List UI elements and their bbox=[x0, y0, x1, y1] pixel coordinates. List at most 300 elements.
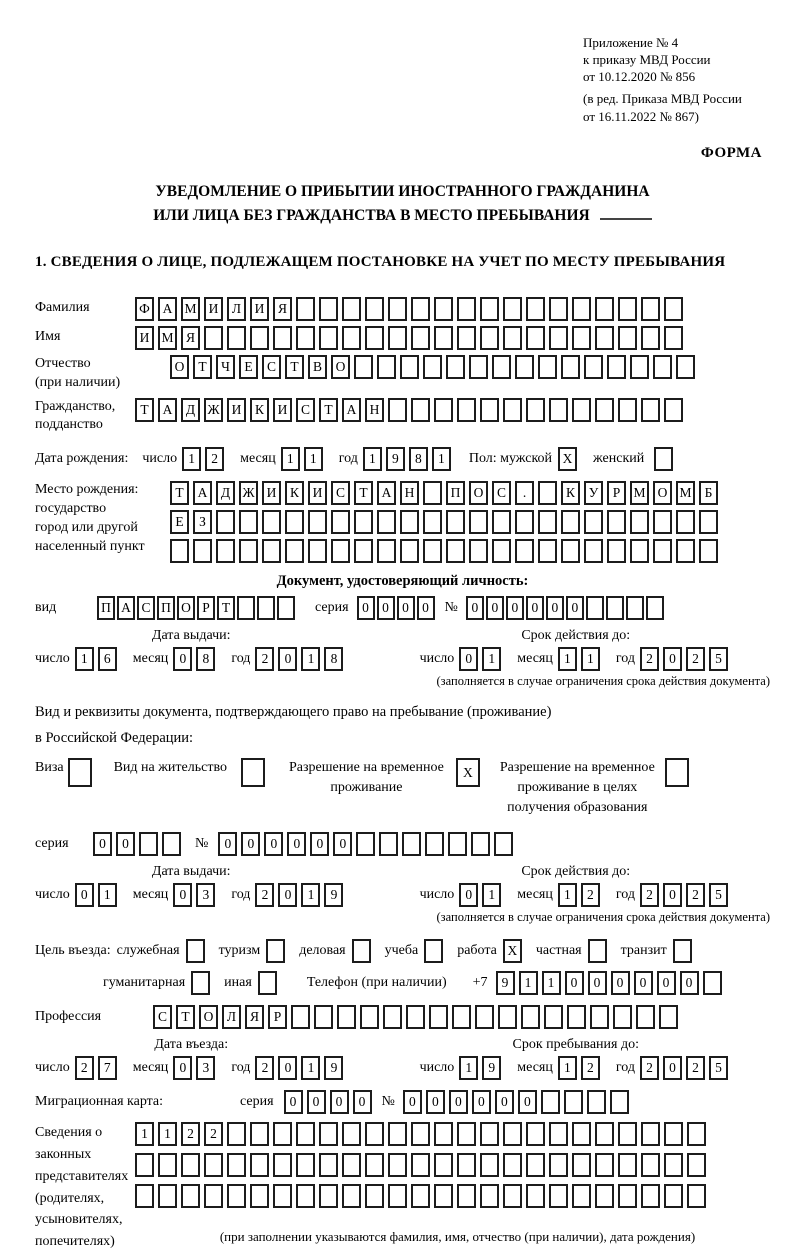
char-box: 0 bbox=[472, 1090, 491, 1114]
char-box: 1 bbox=[459, 1056, 478, 1080]
char-box bbox=[434, 1153, 453, 1177]
char-box: 0 bbox=[310, 832, 329, 856]
char-box bbox=[354, 355, 373, 379]
purpose-official bbox=[117, 939, 209, 963]
char-box[interactable]: 0 bbox=[680, 971, 699, 995]
doc-issue-heading: Дата выдачи: bbox=[151, 628, 231, 644]
char-box[interactable] bbox=[68, 758, 92, 787]
char-box[interactable] bbox=[191, 971, 210, 995]
option-temp-residence bbox=[289, 758, 480, 799]
char-box: М bbox=[181, 297, 200, 321]
entry-month-cells bbox=[173, 1056, 219, 1080]
char-box: А bbox=[377, 481, 396, 505]
char-box bbox=[653, 355, 672, 379]
char-box bbox=[204, 1153, 223, 1177]
char-box bbox=[135, 1153, 154, 1177]
doc-issue-month-cells bbox=[173, 647, 219, 671]
char-box[interactable] bbox=[258, 971, 277, 995]
char-box: 0 bbox=[287, 832, 306, 856]
migration-card-label: Миграционная карта: bbox=[35, 1094, 164, 1109]
char-box: М bbox=[158, 326, 177, 350]
char-box[interactable] bbox=[241, 758, 265, 787]
sex-female-checkbox[interactable] bbox=[654, 447, 677, 471]
char-box bbox=[388, 398, 407, 422]
char-box: 0 bbox=[307, 1090, 326, 1114]
doc-valid-month-cells bbox=[558, 647, 604, 671]
char-box bbox=[646, 596, 664, 620]
char-box bbox=[561, 539, 580, 563]
char-box: А bbox=[158, 398, 177, 422]
identity-doc-heading: Документ, удостоверяющий личность: bbox=[276, 573, 529, 590]
char-box: 0 bbox=[526, 596, 544, 620]
char-box bbox=[549, 1122, 568, 1146]
char-box bbox=[503, 1122, 522, 1146]
char-box bbox=[457, 398, 476, 422]
purpose-work bbox=[457, 939, 526, 963]
sex-female-label: женский bbox=[593, 450, 645, 466]
phone-label: Телефон (при наличии) bbox=[306, 975, 447, 991]
char-box: Д bbox=[216, 481, 235, 505]
surname-row bbox=[35, 297, 770, 321]
char-box[interactable] bbox=[654, 447, 673, 471]
char-box[interactable] bbox=[588, 939, 607, 963]
char-box: Д bbox=[181, 398, 200, 422]
char-box bbox=[365, 1184, 384, 1208]
char-box: О bbox=[170, 355, 189, 379]
char-box[interactable]: 0 bbox=[657, 971, 676, 995]
char-box bbox=[434, 326, 453, 350]
char-box: 3 bbox=[196, 1056, 215, 1080]
title-blank-line bbox=[600, 218, 652, 220]
char-box bbox=[618, 297, 637, 321]
identity-doc-dates bbox=[35, 628, 770, 671]
char-box bbox=[365, 326, 384, 350]
patronymic-row bbox=[35, 355, 770, 393]
char-box[interactable] bbox=[352, 939, 371, 963]
char-box: Е bbox=[239, 355, 258, 379]
purpose-humanitarian-checkbox[interactable] bbox=[191, 971, 214, 995]
representatives-rows bbox=[135, 1122, 710, 1215]
char-box bbox=[564, 1090, 583, 1114]
char-box bbox=[538, 355, 557, 379]
section1-heading: 1. СВЕДЕНИЯ О ЛИЦЕ, ПОДЛЕЖАЩЕМ ПОСТАНОВКЕ НА УЧЕТ ПО МЕСТУ ПРЕБЫВАНИЯ bbox=[35, 253, 726, 270]
char-box bbox=[480, 297, 499, 321]
char-box bbox=[400, 355, 419, 379]
char-box bbox=[448, 832, 467, 856]
char-box: С bbox=[137, 596, 155, 620]
char-box bbox=[377, 355, 396, 379]
char-box bbox=[572, 1184, 591, 1208]
char-box: 1 bbox=[135, 1122, 154, 1146]
char-box bbox=[434, 297, 453, 321]
char-box: Л bbox=[227, 297, 246, 321]
char-box bbox=[630, 539, 649, 563]
char-box: 0 bbox=[506, 596, 524, 620]
char-box bbox=[250, 1153, 269, 1177]
char-box: 2 bbox=[255, 647, 274, 671]
stay-month-cells bbox=[558, 1056, 604, 1080]
char-box[interactable] bbox=[266, 939, 285, 963]
doc-valid-heading: Срок действия до: bbox=[521, 628, 631, 644]
char-box[interactable]: X bbox=[456, 758, 480, 787]
purpose-study-label: учеба bbox=[384, 943, 419, 959]
char-box: О bbox=[199, 1005, 218, 1029]
year-label: год bbox=[231, 1060, 251, 1076]
char-box: 2 bbox=[75, 1056, 94, 1080]
title-line1: УВЕДОМЛЕНИЕ О ПРИБЫТИИ ИНОСТРАННОГО ГРАЖДАНИНА bbox=[155, 182, 650, 200]
char-box bbox=[641, 398, 660, 422]
char-box: 0 bbox=[486, 596, 504, 620]
char-box[interactable]: 1 bbox=[519, 971, 538, 995]
purpose-transit bbox=[621, 939, 696, 963]
option-edu-residence bbox=[500, 758, 689, 819]
char-box bbox=[319, 326, 338, 350]
char-box bbox=[664, 1184, 683, 1208]
doc-valid-note: (заполняется в случае ограничения срока действия документа) bbox=[436, 674, 770, 689]
char-box bbox=[291, 1005, 310, 1029]
char-box: 0 bbox=[333, 832, 352, 856]
birth-place-row1-cells bbox=[170, 481, 722, 505]
day-label: число bbox=[419, 1060, 455, 1076]
char-box: 0 bbox=[278, 883, 297, 907]
char-box bbox=[503, 297, 522, 321]
char-box bbox=[285, 510, 304, 534]
char-box bbox=[193, 539, 212, 563]
char-box[interactable]: 9 bbox=[496, 971, 515, 995]
char-box bbox=[538, 510, 557, 534]
char-box bbox=[319, 1122, 338, 1146]
char-box bbox=[434, 1184, 453, 1208]
char-box bbox=[595, 398, 614, 422]
char-box: Н bbox=[365, 398, 384, 422]
patronymic-label: Отчество (при наличии) bbox=[35, 355, 121, 390]
surname-cells bbox=[135, 297, 687, 321]
year-label: год bbox=[231, 651, 251, 667]
char-box bbox=[273, 1184, 292, 1208]
char-box bbox=[457, 1184, 476, 1208]
char-box bbox=[337, 1005, 356, 1029]
entry-date-heading: Дата въезда: bbox=[154, 1037, 229, 1053]
char-box: 0 bbox=[353, 1090, 372, 1114]
char-box: З bbox=[193, 510, 212, 534]
char-box bbox=[549, 297, 568, 321]
birth-date-group bbox=[142, 447, 454, 471]
residence-issue-col bbox=[35, 864, 347, 907]
profession-label: Профессия bbox=[35, 1009, 102, 1024]
stay-until-group bbox=[420, 1056, 732, 1080]
stay-until-heading: Срок пребывания до: bbox=[512, 1037, 639, 1053]
migration-card-row bbox=[35, 1090, 770, 1114]
doc-issue-col bbox=[35, 628, 347, 671]
char-box[interactable] bbox=[703, 971, 722, 995]
char-box[interactable]: 0 bbox=[611, 971, 630, 995]
char-box bbox=[503, 326, 522, 350]
birth-date-row bbox=[35, 447, 770, 471]
char-box bbox=[423, 355, 442, 379]
year-label: год bbox=[338, 451, 358, 467]
char-box: 0 bbox=[466, 596, 484, 620]
sex-male-checkbox[interactable] bbox=[558, 447, 581, 471]
char-box: 0 bbox=[403, 1090, 422, 1114]
option-visa bbox=[35, 758, 92, 787]
char-box: Л bbox=[222, 1005, 241, 1029]
char-box bbox=[425, 832, 444, 856]
char-box: 1 bbox=[301, 647, 320, 671]
birth-place-row bbox=[35, 481, 770, 563]
doc-valid-col bbox=[420, 628, 732, 671]
char-box: Ч bbox=[216, 355, 235, 379]
char-box bbox=[471, 832, 490, 856]
char-box[interactable]: 0 bbox=[634, 971, 653, 995]
temp-residence-label: Разрешение на временное проживание bbox=[288, 759, 444, 795]
char-box: О bbox=[331, 355, 350, 379]
char-box bbox=[521, 1005, 540, 1029]
purpose-official-checkbox[interactable] bbox=[186, 939, 209, 963]
char-box bbox=[687, 1153, 706, 1177]
amendment-lines: (в ред. Приказа МВД России от 16.11.2022 № 867) bbox=[583, 91, 742, 124]
char-box bbox=[457, 326, 476, 350]
char-box: . bbox=[515, 481, 534, 505]
purpose-work-checkbox[interactable] bbox=[503, 939, 526, 963]
char-box bbox=[354, 510, 373, 534]
char-box: С bbox=[331, 481, 350, 505]
char-box bbox=[365, 297, 384, 321]
char-box bbox=[262, 539, 281, 563]
char-box bbox=[457, 1153, 476, 1177]
phone-cells[interactable] bbox=[496, 971, 726, 995]
char-box[interactable] bbox=[673, 939, 692, 963]
purpose-business-checkbox[interactable] bbox=[352, 939, 375, 963]
char-box bbox=[162, 832, 181, 856]
char-box bbox=[388, 1184, 407, 1208]
char-box bbox=[227, 326, 246, 350]
char-box: 5 bbox=[709, 647, 728, 671]
char-box: О bbox=[469, 481, 488, 505]
entry-day-cells bbox=[75, 1056, 121, 1080]
stay-year-cells bbox=[640, 1056, 732, 1080]
char-box: 7 bbox=[98, 1056, 117, 1080]
char-box[interactable] bbox=[424, 939, 443, 963]
char-box: 0 bbox=[330, 1090, 349, 1114]
char-box bbox=[607, 355, 626, 379]
purpose-tourism-checkbox[interactable] bbox=[266, 939, 289, 963]
doc-issue-group bbox=[35, 647, 347, 671]
char-box bbox=[653, 510, 672, 534]
char-box: И bbox=[308, 481, 327, 505]
char-box bbox=[572, 297, 591, 321]
birth-place-label: Место рождения: государство город или другой населенный пункт bbox=[35, 482, 145, 555]
char-box: С bbox=[492, 481, 511, 505]
char-box bbox=[423, 481, 442, 505]
representatives-label: Сведения о законных представителях (родителях, усыновителях, попечителях) bbox=[35, 1125, 129, 1249]
doc-series-label: серия bbox=[315, 599, 349, 615]
purpose-business bbox=[299, 939, 374, 963]
char-box bbox=[503, 1153, 522, 1177]
residence-doc-options bbox=[35, 758, 770, 819]
char-box: 8 bbox=[196, 647, 215, 671]
day-label: число bbox=[35, 887, 70, 903]
sex-male-label: Пол: мужской bbox=[468, 450, 553, 466]
purpose-humanitarian bbox=[103, 971, 214, 995]
char-box[interactable]: X bbox=[558, 447, 577, 471]
char-box: Ф bbox=[135, 297, 154, 321]
char-box bbox=[567, 1005, 586, 1029]
char-box[interactable]: 0 bbox=[565, 971, 584, 995]
char-box: Т bbox=[285, 355, 304, 379]
birth-place-row3-cells bbox=[170, 539, 722, 563]
doc-type-label: вид bbox=[35, 599, 57, 615]
char-box bbox=[607, 510, 626, 534]
char-box bbox=[227, 1184, 246, 1208]
char-box: 9 bbox=[324, 1056, 343, 1080]
residence-permit-checkbox[interactable] bbox=[241, 758, 265, 787]
char-box: 2 bbox=[181, 1122, 200, 1146]
char-box bbox=[610, 1090, 629, 1114]
char-box bbox=[296, 1184, 315, 1208]
char-box bbox=[641, 326, 660, 350]
char-box: 0 bbox=[278, 647, 297, 671]
char-box: А bbox=[158, 297, 177, 321]
char-box[interactable]: 1 bbox=[542, 971, 561, 995]
char-box bbox=[626, 596, 644, 620]
residence-series-label: серия bbox=[35, 836, 69, 851]
char-box bbox=[237, 596, 255, 620]
char-box bbox=[595, 1153, 614, 1177]
char-box: 0 bbox=[546, 596, 564, 620]
purpose-other-checkbox[interactable] bbox=[258, 971, 281, 995]
migration-series-label: серия bbox=[240, 1094, 274, 1109]
temp-residence-checkbox[interactable] bbox=[456, 758, 480, 787]
char-box bbox=[411, 326, 430, 350]
char-box bbox=[273, 1122, 292, 1146]
char-box bbox=[572, 1153, 591, 1177]
char-box: Т bbox=[170, 481, 189, 505]
phone-prefix: +7 bbox=[472, 975, 488, 991]
edu-residence-checkbox[interactable] bbox=[665, 758, 689, 787]
char-box bbox=[406, 1005, 425, 1029]
char-box: О bbox=[177, 596, 195, 620]
char-box[interactable] bbox=[665, 758, 689, 787]
char-box: С bbox=[262, 355, 281, 379]
char-box: М bbox=[676, 481, 695, 505]
char-box: К bbox=[561, 481, 580, 505]
appendix-lines: Приложение № 4 к приказу МВД России от 10.12.2020 № 856 bbox=[583, 35, 711, 85]
char-box: 2 bbox=[255, 883, 274, 907]
char-box bbox=[360, 1005, 379, 1029]
char-box: 0 bbox=[218, 832, 237, 856]
residence-valid-group bbox=[420, 883, 732, 907]
char-box: И bbox=[204, 297, 223, 321]
visa-checkbox[interactable] bbox=[68, 758, 92, 787]
char-box: О bbox=[653, 481, 672, 505]
char-box: 0 bbox=[449, 1090, 468, 1114]
residence-doc-dates bbox=[35, 864, 770, 907]
year-label: год bbox=[615, 887, 635, 903]
doc-series-cells bbox=[357, 596, 437, 620]
purpose-private-checkbox[interactable] bbox=[588, 939, 611, 963]
char-box: Р bbox=[607, 481, 626, 505]
char-box bbox=[331, 539, 350, 563]
char-box: 0 bbox=[426, 1090, 445, 1114]
char-box: И bbox=[262, 481, 281, 505]
char-box: Т bbox=[193, 355, 212, 379]
char-box bbox=[480, 1122, 499, 1146]
char-box: К bbox=[250, 398, 269, 422]
stay-until-col bbox=[420, 1037, 732, 1080]
stay-day-cells bbox=[459, 1056, 505, 1080]
char-box: 0 bbox=[566, 596, 584, 620]
char-box[interactable] bbox=[186, 939, 205, 963]
profession-cells bbox=[153, 1005, 682, 1029]
char-box: 5 bbox=[709, 1056, 728, 1080]
char-box: 1 bbox=[558, 1056, 577, 1080]
char-box: 2 bbox=[581, 883, 600, 907]
char-box: Т bbox=[135, 398, 154, 422]
char-box bbox=[319, 1153, 338, 1177]
char-box bbox=[446, 355, 465, 379]
char-box bbox=[515, 355, 534, 379]
char-box: М bbox=[630, 481, 649, 505]
residence-series-row bbox=[35, 832, 770, 856]
char-box bbox=[250, 1122, 269, 1146]
char-box bbox=[411, 1184, 430, 1208]
char-box bbox=[606, 596, 624, 620]
char-box bbox=[319, 1184, 338, 1208]
char-box bbox=[590, 1005, 609, 1029]
appendix-reference bbox=[583, 34, 798, 125]
char-box bbox=[388, 1153, 407, 1177]
char-box: В bbox=[308, 355, 327, 379]
day-label: число bbox=[35, 651, 70, 667]
char-box bbox=[411, 297, 430, 321]
char-box: 2 bbox=[686, 883, 705, 907]
day-label: число bbox=[35, 1060, 70, 1076]
char-box bbox=[250, 1184, 269, 1208]
char-box: 2 bbox=[640, 1056, 659, 1080]
char-box bbox=[285, 539, 304, 563]
char-box bbox=[676, 510, 695, 534]
char-box bbox=[595, 1122, 614, 1146]
char-box[interactable]: 0 bbox=[588, 971, 607, 995]
char-box bbox=[664, 398, 683, 422]
purpose-row2 bbox=[103, 971, 770, 995]
char-box bbox=[618, 1122, 637, 1146]
char-box bbox=[618, 326, 637, 350]
char-box[interactable]: X bbox=[503, 939, 522, 963]
purpose-other-label: иная bbox=[224, 975, 252, 991]
char-box bbox=[277, 596, 295, 620]
char-box: 1 bbox=[558, 647, 577, 671]
purpose-tourism bbox=[219, 939, 290, 963]
purpose-other bbox=[224, 971, 281, 995]
char-box bbox=[383, 1005, 402, 1029]
char-box: А bbox=[117, 596, 135, 620]
page-title bbox=[35, 180, 770, 228]
char-box: 0 bbox=[173, 1056, 192, 1080]
purpose-study-checkbox[interactable] bbox=[424, 939, 447, 963]
purpose-transit-checkbox[interactable] bbox=[673, 939, 696, 963]
month-label: месяц bbox=[132, 1060, 169, 1076]
doc-type-cells bbox=[97, 596, 297, 620]
char-box bbox=[469, 539, 488, 563]
char-box bbox=[618, 1184, 637, 1208]
char-box bbox=[227, 1153, 246, 1177]
residence-doc-intro bbox=[35, 699, 770, 751]
char-box: 1 bbox=[301, 883, 320, 907]
option-residence-permit bbox=[114, 758, 265, 787]
char-box: И bbox=[273, 398, 292, 422]
char-box bbox=[526, 1122, 545, 1146]
